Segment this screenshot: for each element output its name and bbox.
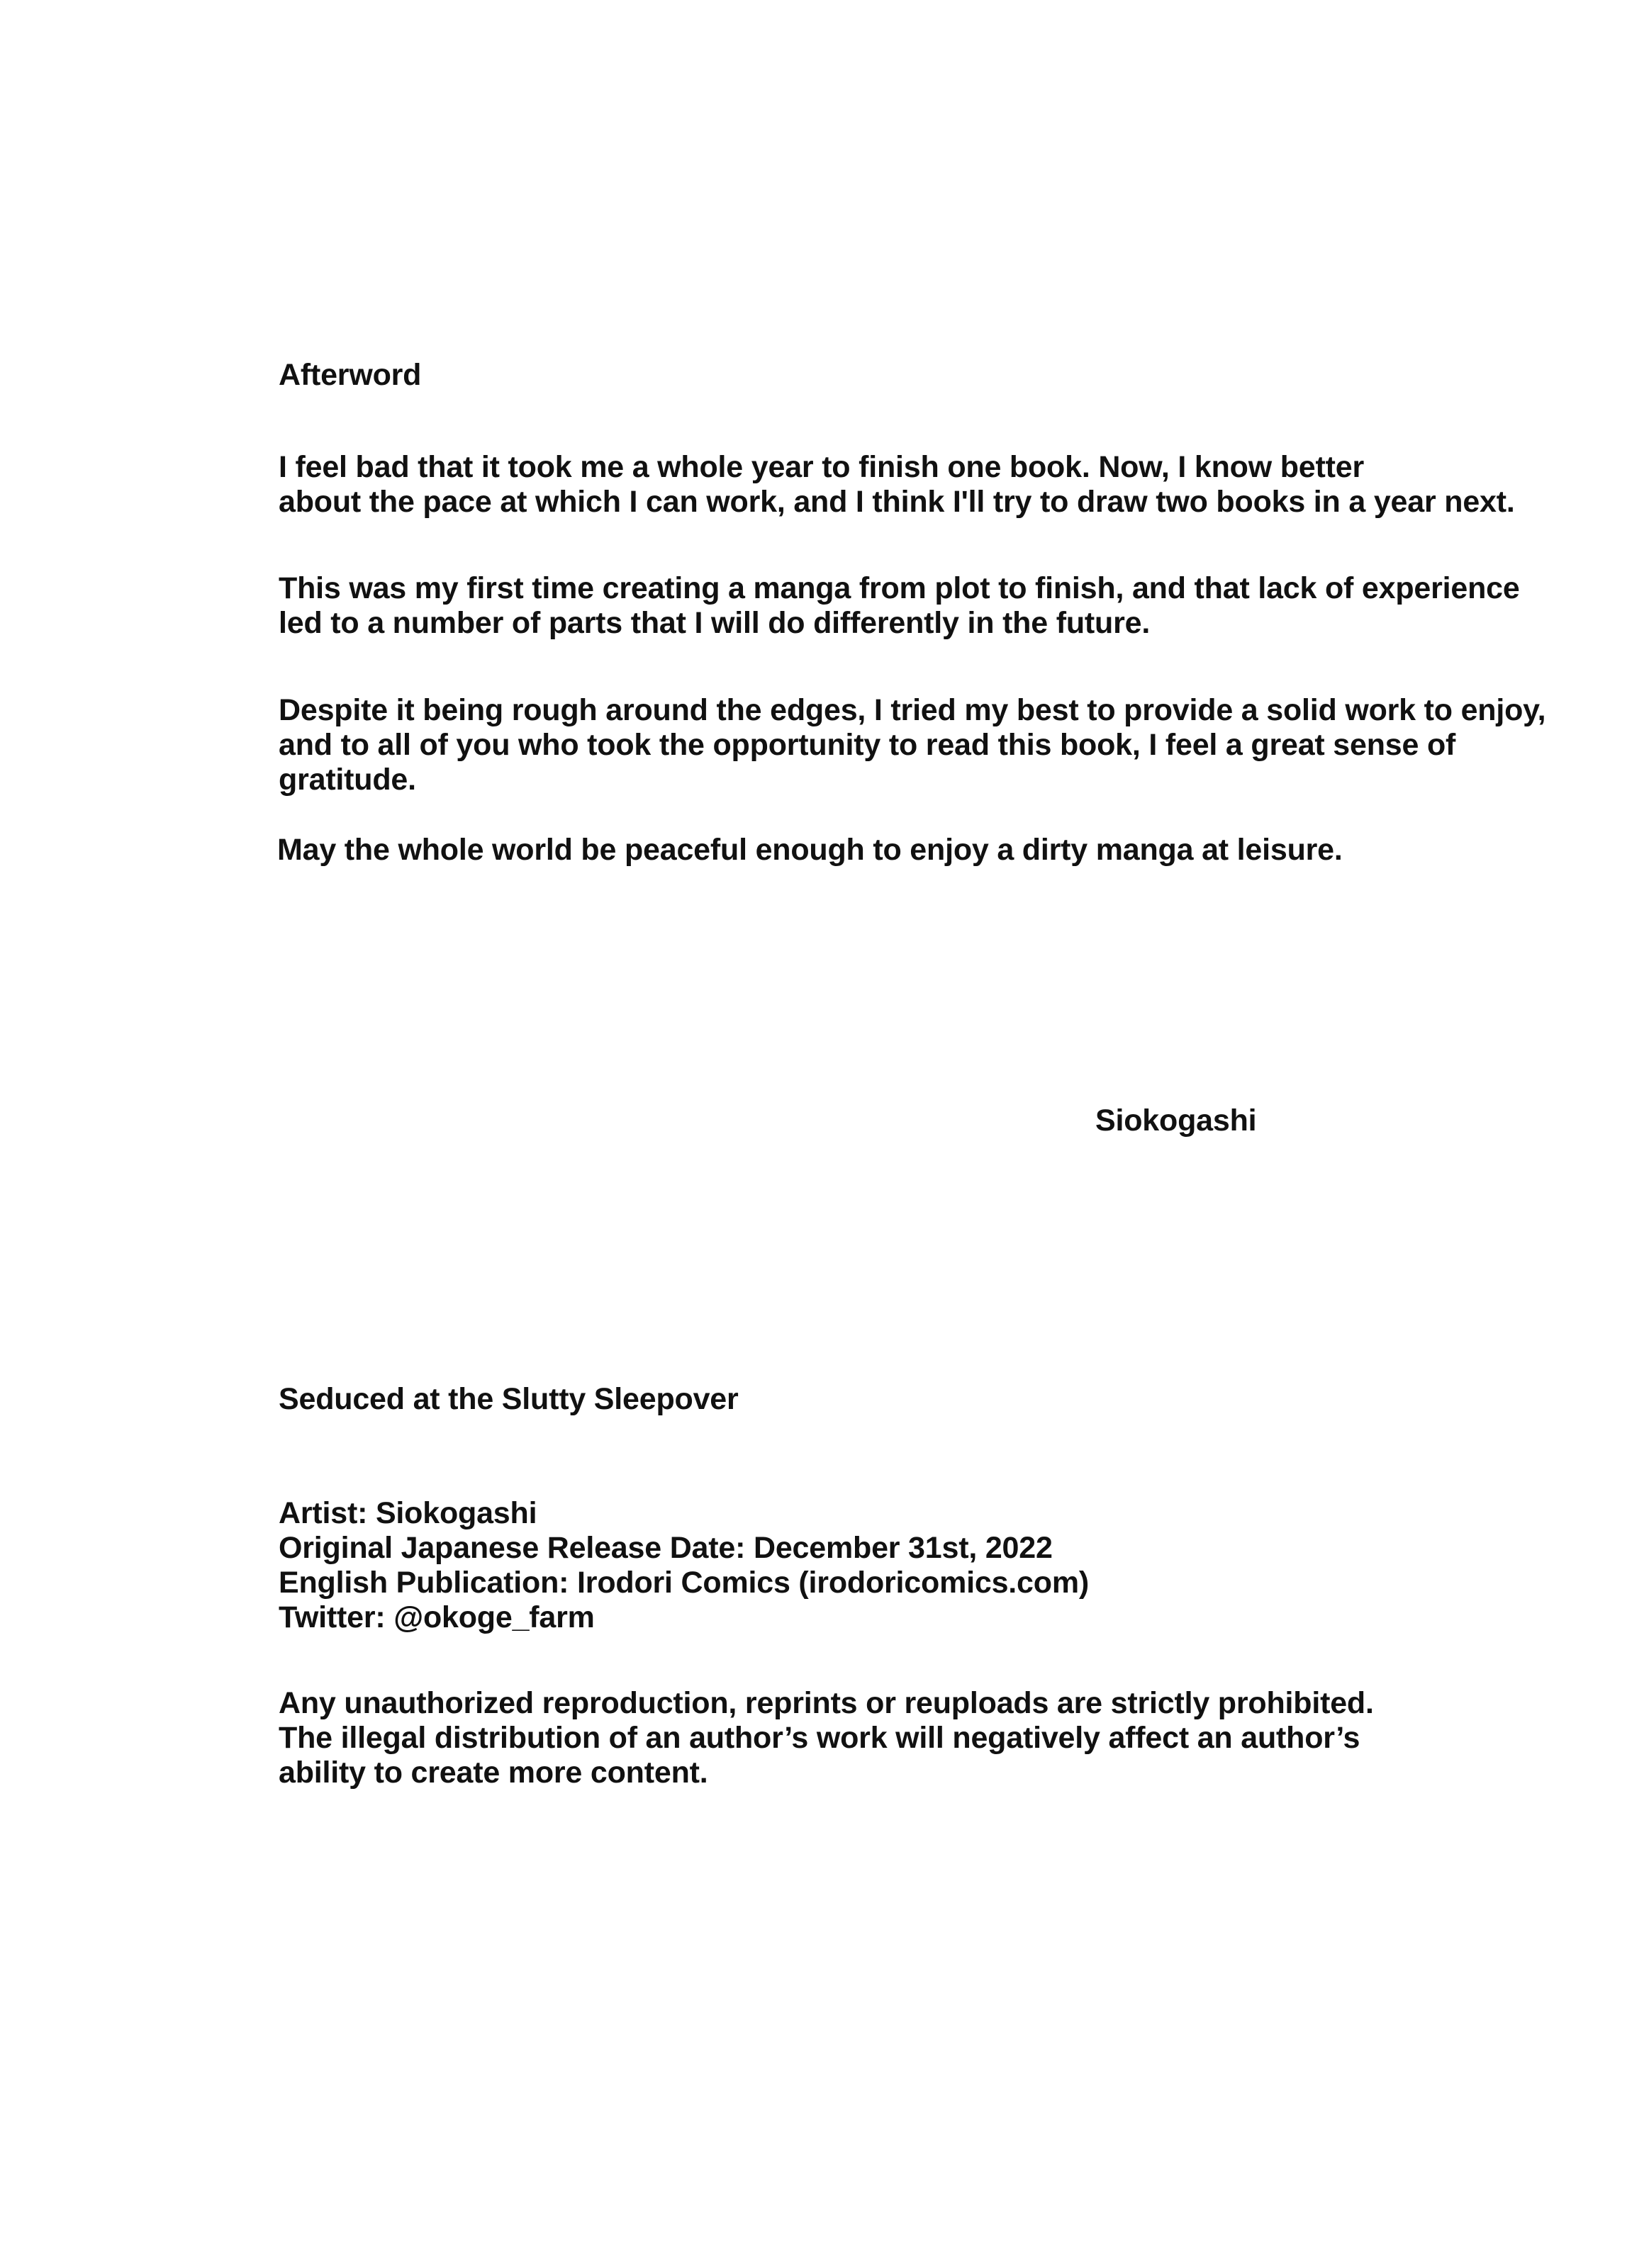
paragraph-line: This was my first time creating a manga from plot to finish, and that lack of experience (279, 571, 1520, 605)
heading-text: Afterword (279, 358, 422, 392)
paragraph-line: about the pace at which I can work, and I think I'll try to draw two books in a year next. (279, 485, 1515, 519)
paragraph-line: gratitude. (279, 763, 416, 797)
afterword-heading (279, 358, 421, 393)
paragraph-line: May the whole world be peaceful enough to enjoy a dirty manga at leisure. (277, 833, 1343, 867)
credit-release-date: Original Japanese Release Date: December 31st, 2022 (279, 1531, 1053, 1565)
credits-list (279, 1496, 1089, 1635)
credit-twitter: Twitter: @okoge_farm (279, 1600, 595, 1634)
paragraph-line: Despite it being rough around the edges, I tried my best to provide a solid work to enjoy, (279, 693, 1546, 727)
book-title (279, 1382, 739, 1417)
afterword-paragraph-1 (279, 450, 1515, 520)
afterword-paragraph-2 (279, 571, 1520, 641)
author-signature (1095, 1104, 1256, 1138)
afterword-paragraph-4 (277, 833, 1343, 868)
credit-publisher: English Publication: Irodori Comics (irodoricomics.com) (279, 1566, 1089, 1600)
notice-line: The illegal distribution of an author’s work will negatively affect an author’s (279, 1721, 1360, 1755)
book-title-text: Seduced at the Slutty Sleepover (279, 1382, 739, 1416)
notice-line: Any unauthorized reproduction, reprints or reuploads are strictly prohibited. (279, 1686, 1374, 1720)
credit-artist: Artist: Siokogashi (279, 1496, 537, 1530)
copyright-notice (279, 1686, 1374, 1790)
afterword-paragraph-3 (279, 693, 1545, 797)
paragraph-line: I feel bad that it took me a whole year to finish one book. Now, I know better (279, 450, 1364, 484)
paragraph-line: led to a number of parts that I will do differently in the future. (279, 606, 1151, 640)
paragraph-line: and to all of you who took the opportunity to read this book, I feel a great sense of (279, 728, 1456, 762)
notice-line: ability to create more content. (279, 1756, 708, 1790)
signature-text: Siokogashi (1095, 1104, 1257, 1138)
